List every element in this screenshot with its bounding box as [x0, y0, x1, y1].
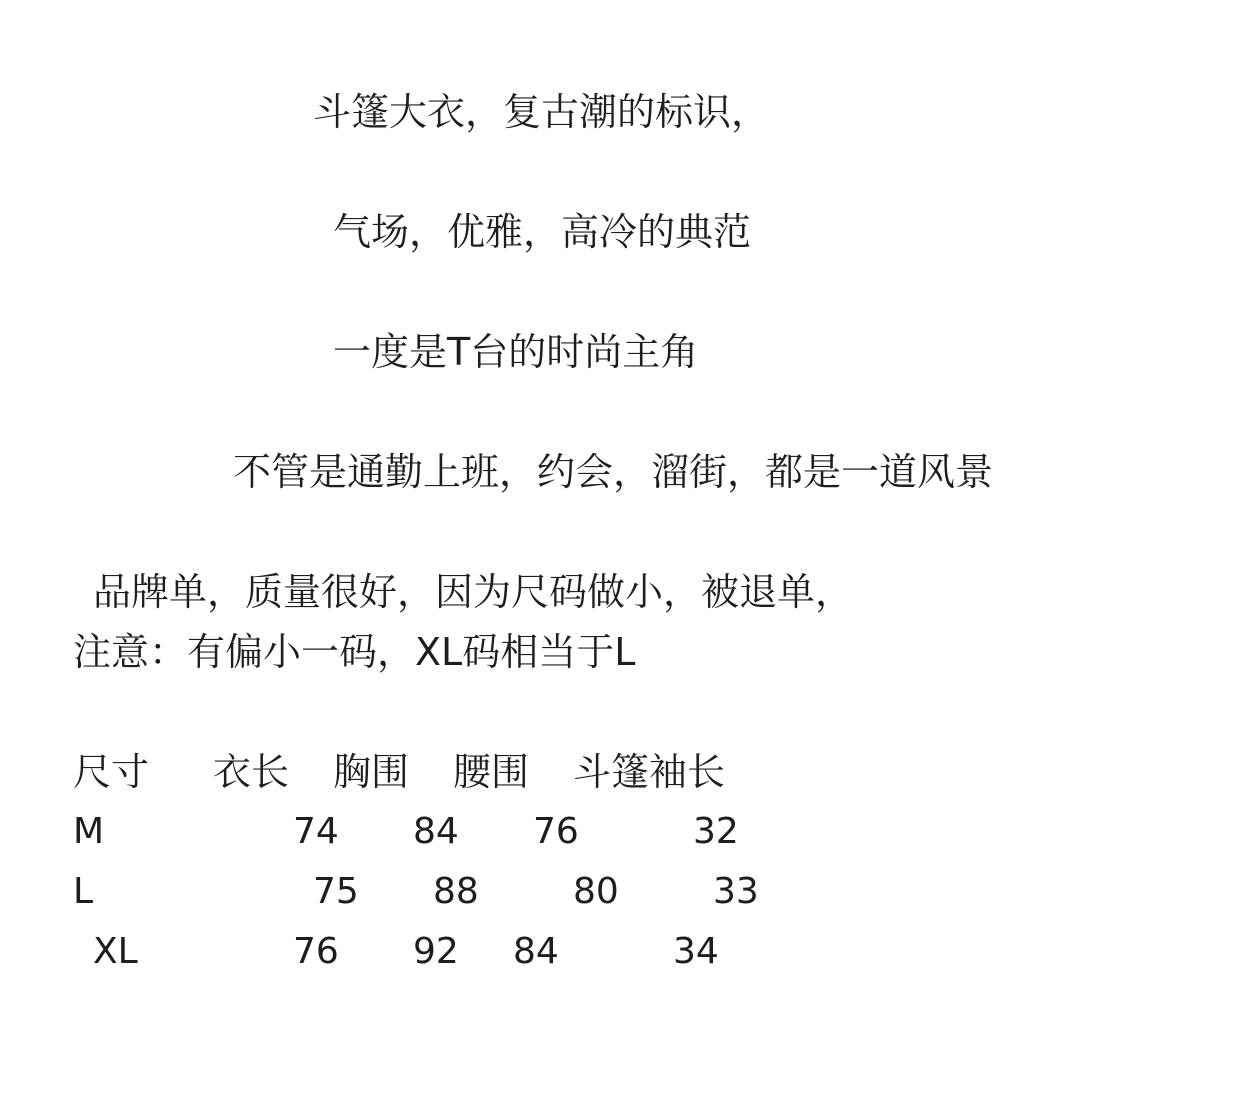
header-waist: 腰围 — [453, 750, 530, 794]
description-line-2: 气场，优雅，高冷的典范 — [333, 210, 752, 254]
header-length: 衣长 — [213, 750, 290, 794]
cell-size: M — [73, 811, 105, 852]
cell-waist: 76 — [533, 811, 579, 852]
header-chest: 胸围 — [333, 750, 410, 794]
cell-waist: 84 — [513, 931, 559, 972]
cell-chest: 92 — [413, 931, 459, 972]
cell-length: 74 — [293, 811, 339, 852]
cell-sleeve: 33 — [713, 871, 759, 912]
cell-sleeve: 32 — [693, 811, 739, 852]
cell-sleeve: 34 — [673, 931, 719, 972]
description-line-3: 一度是T台的时尚主角 — [333, 330, 699, 374]
description-line-1: 斗篷大衣，复古潮的标识， — [313, 90, 770, 134]
size-note: 注意：有偏小一码，XL码相当于L — [73, 630, 636, 674]
header-sleeve: 斗篷袖长 — [573, 750, 726, 794]
description-line-4: 不管是通勤上班，约会，溜街，都是一道风景 — [233, 450, 994, 494]
cell-waist: 80 — [573, 871, 619, 912]
cell-size: XL — [93, 931, 138, 972]
header-size: 尺寸 — [73, 750, 150, 794]
cell-size: L — [73, 871, 94, 912]
cell-length: 76 — [293, 931, 339, 972]
cell-length: 75 — [313, 871, 359, 912]
cell-chest: 84 — [413, 811, 459, 852]
cell-chest: 88 — [433, 871, 479, 912]
description-line-5: 品牌单，质量很好，因为尺码做小，被退单， — [93, 570, 854, 614]
